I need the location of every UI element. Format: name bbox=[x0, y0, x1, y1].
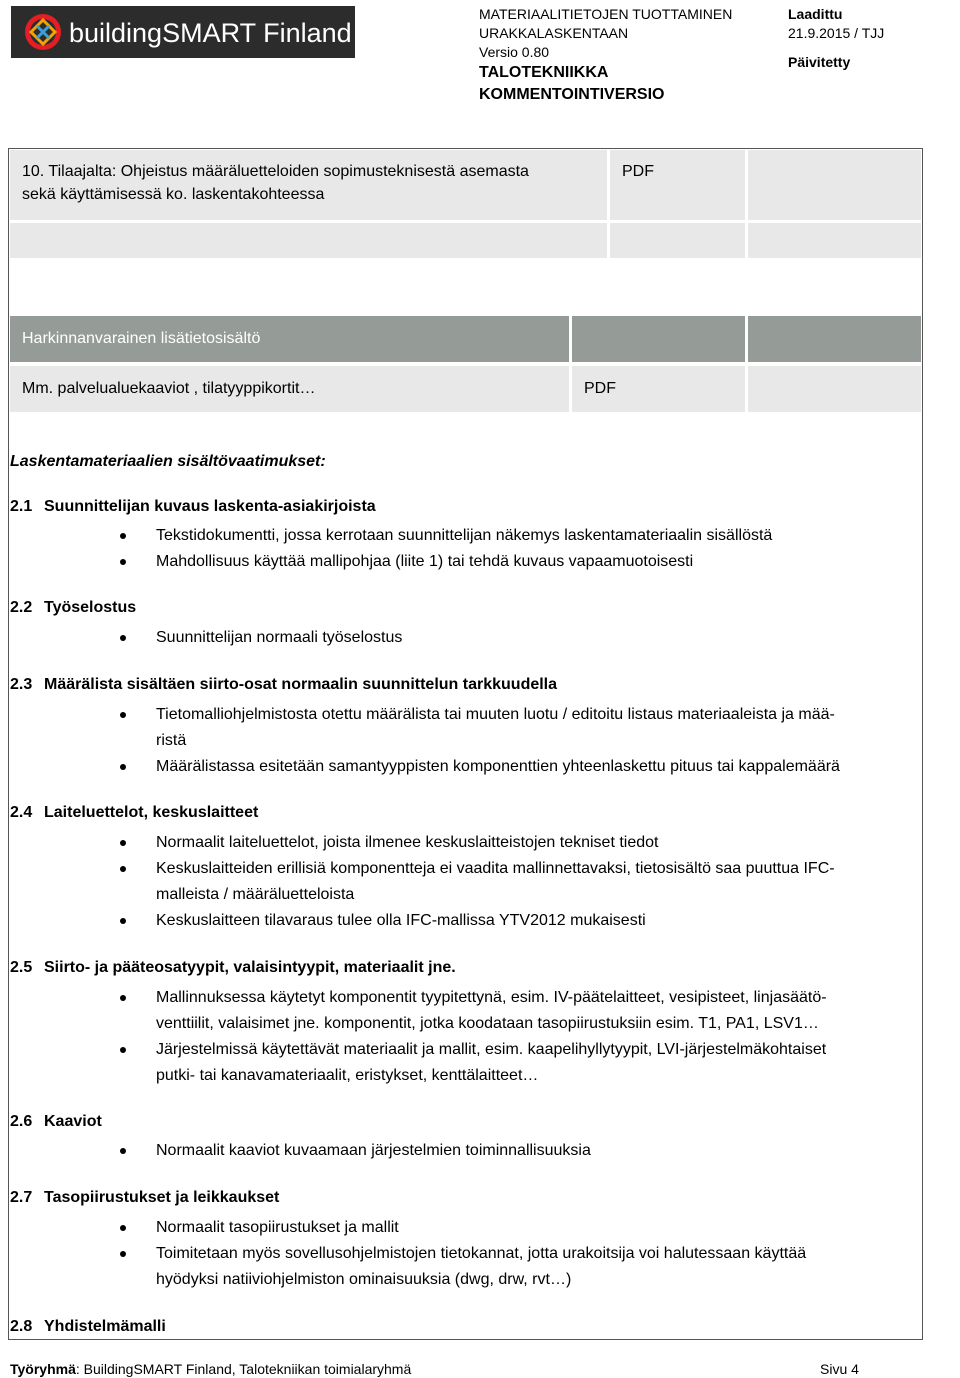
section-number: 2.7 bbox=[10, 1189, 33, 1206]
table-row-10-text bbox=[10, 150, 607, 220]
section-number: 2.3 bbox=[10, 676, 33, 693]
row10-line1: 10. Tilaajalta: Ohjeistus määräluetteloiden sopimusteknisestä asemasta bbox=[22, 163, 529, 180]
bullet-icon bbox=[120, 840, 126, 846]
logo-text: buildingSMART Finland bbox=[69, 18, 352, 48]
section-header-cell-b bbox=[572, 316, 745, 362]
bullet-icon bbox=[120, 995, 126, 1001]
section-number: 2.5 bbox=[10, 959, 33, 976]
section-number: 2.1 bbox=[10, 498, 33, 515]
bullet-icon bbox=[120, 866, 126, 872]
header-version: Versio 0.80 bbox=[479, 44, 550, 60]
footer-text: : BuildingSMART Finland, Talotekniikan toimialaryhmä bbox=[75, 1361, 412, 1377]
section-number: 2.8 bbox=[10, 1318, 33, 1335]
bullet-icon bbox=[120, 533, 126, 539]
section-2-5-heading bbox=[10, 956, 456, 980]
requirements-title: Laskentamateriaalien sisältövaatimukset: bbox=[10, 453, 326, 470]
bullet-icon bbox=[120, 1251, 126, 1257]
bullet-icon bbox=[120, 559, 126, 565]
table-row-10-format: PDF bbox=[610, 150, 745, 220]
bullet-icon bbox=[120, 1047, 126, 1053]
bullet-icon bbox=[120, 712, 126, 718]
section-title: Määrälista sisältäen siirto-osat normaalin suunnittelun tarkkuudella bbox=[44, 676, 558, 693]
section-title: Suunnittelijan kuvaus laskenta-asiakirjoista bbox=[44, 498, 376, 515]
table-empty-row-b bbox=[610, 223, 745, 258]
optional-row-empty bbox=[748, 366, 921, 412]
section-header-optional: Harkinnanvarainen lisätietosisältö bbox=[10, 316, 569, 362]
buildingsmart-logo bbox=[11, 6, 355, 58]
section-2-1-heading bbox=[10, 495, 376, 519]
row10-line2: sekä käyttämisessä ko. laskentakohteessa bbox=[22, 186, 325, 203]
optional-row-format: PDF bbox=[572, 366, 745, 412]
section-title: Tasopiirustukset ja leikkaukset bbox=[44, 1189, 280, 1206]
footer-label: Työryhmä bbox=[10, 1361, 76, 1377]
section-number: 2.4 bbox=[10, 804, 33, 821]
section-title: Työselostus bbox=[44, 599, 137, 616]
header-line1: MATERIAALITIETOJEN TUOTTAMINEN bbox=[479, 6, 733, 22]
section-2-4-heading bbox=[10, 801, 258, 825]
section-title: Yhdistelmämalli bbox=[44, 1318, 166, 1335]
laadittu-label: Laadittu bbox=[788, 6, 843, 22]
header-title1: TALOTEKNIIKKA bbox=[479, 64, 609, 81]
section-2-3-heading bbox=[10, 673, 557, 697]
page-number: Sivu 4 bbox=[820, 1361, 859, 1377]
section-number: 2.2 bbox=[10, 599, 33, 616]
optional-row-text: Mm. palvelualuekaaviot , tilatyyppikortit… bbox=[10, 366, 569, 412]
section-2-8-heading bbox=[10, 1315, 166, 1339]
section-title: Laiteluettelot, keskuslaitteet bbox=[44, 804, 259, 821]
bullet-icon bbox=[120, 635, 126, 641]
table-empty-row-c bbox=[748, 223, 921, 258]
bullet-icon bbox=[120, 764, 126, 770]
paivitetty-label: Päivitetty bbox=[788, 54, 851, 70]
table-row-10-empty bbox=[748, 150, 921, 220]
bullet-icon bbox=[120, 918, 126, 924]
section-number: 2.6 bbox=[10, 1113, 33, 1130]
table-empty-row-a bbox=[10, 223, 607, 258]
header-title2: KOMMENTOINTIVERSIO bbox=[479, 86, 665, 103]
section-2-7-heading bbox=[10, 1186, 279, 1210]
section-title: Kaaviot bbox=[44, 1113, 102, 1130]
bullet-icon bbox=[120, 1148, 126, 1154]
bullet-icon bbox=[120, 1225, 126, 1231]
section-title: Siirto- ja pääteosatyypit, valaisintyypit, materiaalit jne. bbox=[44, 959, 456, 976]
laadittu-value: 21.9.2015 / TJJ bbox=[788, 25, 885, 41]
section-2-6-heading bbox=[10, 1110, 102, 1134]
header-line2: URAKKALASKENTAAN bbox=[479, 25, 629, 41]
section-2-2-heading bbox=[10, 596, 136, 620]
section-header-cell-c bbox=[748, 316, 921, 362]
footer bbox=[10, 1360, 411, 1378]
